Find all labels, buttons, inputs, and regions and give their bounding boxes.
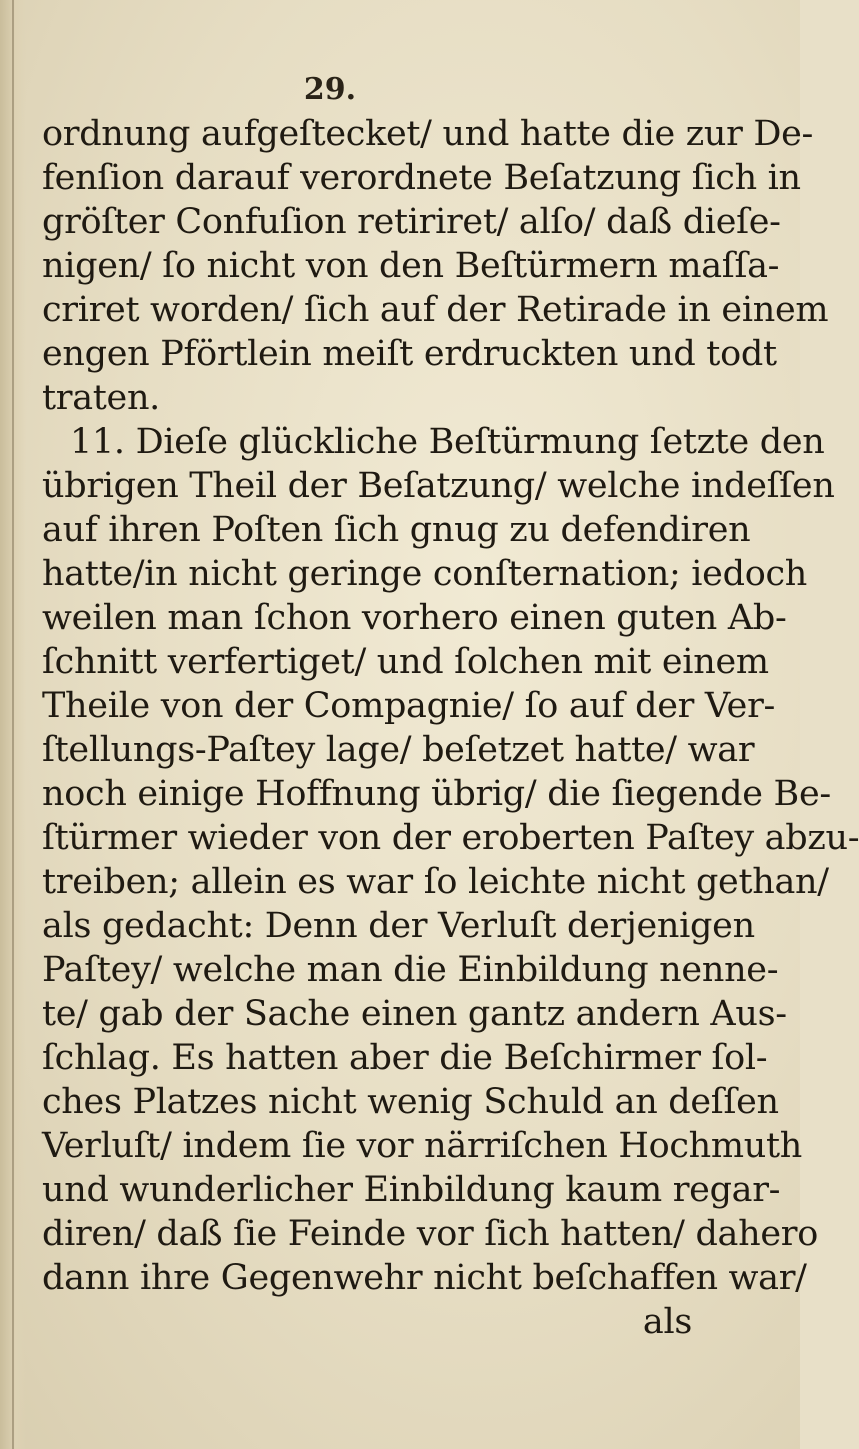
text-line: traten. [42, 378, 161, 418]
text-line: und wunderlicher Einbildung kaum regar- [42, 1170, 781, 1210]
text-line: als gedacht: Denn der Verluſt derjenigen [42, 906, 755, 946]
text-line: hatte/in nicht geringe conſternation; iedoch [42, 554, 808, 594]
text-line: ſchnitt verfertiget/ und ſolchen mit einem [42, 642, 769, 682]
text-line: Paſtey/ welche man die Einbildung nenne- [42, 950, 779, 990]
text-line: Theile von der Compagnie/ ſo auf der Ver- [42, 686, 776, 726]
text-line: treiben; allein es war ſo leichte nicht gethan/ [42, 862, 829, 902]
text-line: fenſion darauf verordnete Beſatzung ſich in [42, 158, 801, 198]
text-line: ches Platzes nicht wenig Schuld an deſſen [42, 1082, 779, 1122]
text-line: ſchlag. Es hatten aber die Beſchirmer ſol- [42, 1038, 768, 1078]
text-line: ordnung aufgeſtecket/ und hatte die zur De- [42, 114, 814, 154]
catchword: als [642, 1302, 692, 1342]
text-line: Verluſt/ indem ſie vor närriſchen Hochmuth [42, 1126, 803, 1166]
text-line: criret worden/ ſich auf der Retirade in einem [42, 290, 829, 330]
text-line: weilen man ſchon vorhero einen guten Ab- [42, 598, 787, 638]
text-line: engen Pförtlein meiſt erdruckten und todt [42, 334, 777, 374]
paragraph-start-line: 11. Dieſe glückliche Beſtürmung ſetzte den [70, 422, 825, 462]
text-line: diren/ daß ſie Feinde vor ſich hatten/ dahero [42, 1214, 818, 1254]
text-line: gröſter Confuſion retiriret/ alſo/ daß dieſe- [42, 202, 781, 242]
text-line: auf ihren Poſten ſich gnug zu defendiren [42, 510, 751, 550]
text-line: übrigen Theil der Beſatzung/ welche indeſſen [42, 466, 835, 506]
text-line: noch einige Hoffnung übrig/ die ſiegende Be- [42, 774, 831, 814]
text-line: nigen/ ſo nicht von den Beſtürmern maſſa- [42, 246, 780, 286]
page-number: 29. [303, 72, 357, 107]
text-line: ſtellungs-Paſtey lage/ beſetzet hatte/ war [42, 730, 755, 770]
body-text [42, 112, 859, 1344]
text-line: te/ gab der Sache einen gantz andern Aus- [42, 994, 787, 1034]
page-edge-line [12, 0, 14, 1449]
text-line: ſtürmer wieder von der eroberten Paſtey abzu- [42, 818, 859, 858]
text-line: dann ihre Gegenwehr nicht beſchaffen war/ [42, 1258, 807, 1298]
